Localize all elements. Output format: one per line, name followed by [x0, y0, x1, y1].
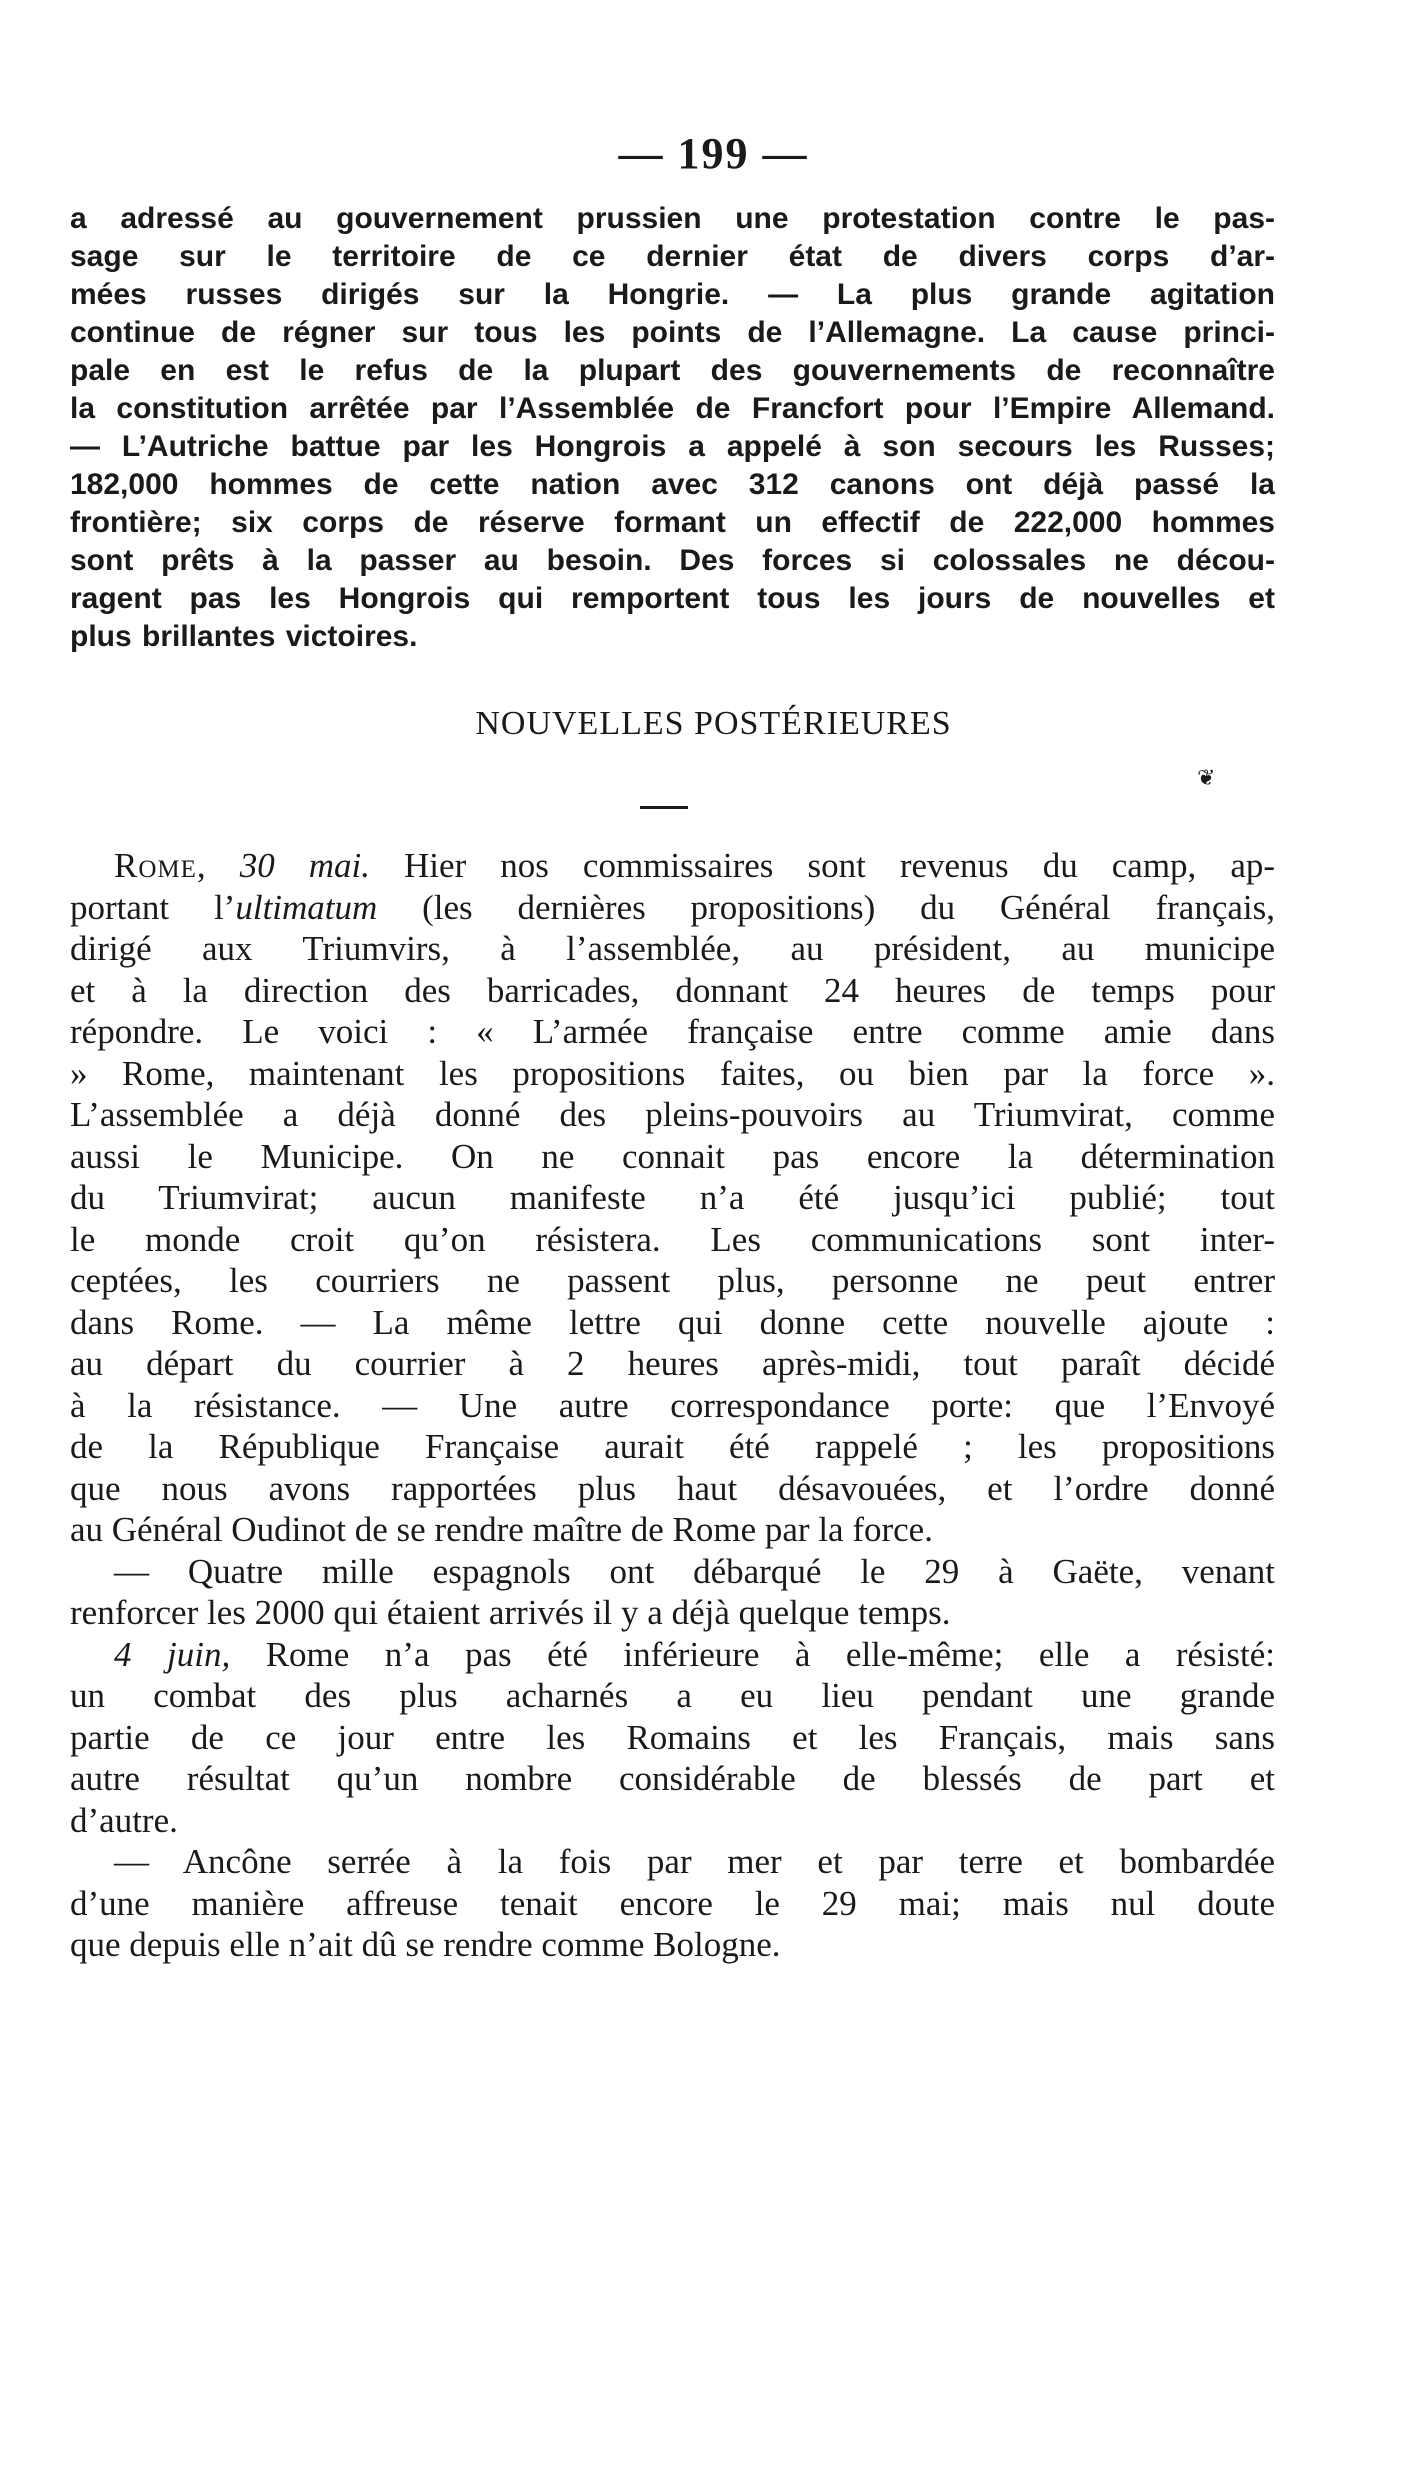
text-line: 182,000 hommes de cette nation avec 312 canons ont déjà passé la [70, 468, 1275, 501]
text-line: que depuis elle n’ait dû se rendre comme Bologne. [70, 1925, 781, 1964]
june-paragraph [70, 1634, 1275, 1842]
text-line: aussi le Municipe. On ne connait pas encore la détermination [70, 1136, 1275, 1176]
text-line: la constitution arrêtée par l’Assemblée de Francfort pour l’Empire Allemand. [70, 392, 1275, 425]
text-line: Rome, 30 mai. Hier nos commissaires sont revenus du camp, ap- [114, 846, 1275, 885]
text-line: plus brillantes victoires. [70, 620, 418, 653]
text-line: au Général Oudinot de se rendre maître de Rome par la force. [70, 1510, 933, 1549]
text-line: et à la direction des barricades, donnant 24 heures de temps pour [70, 970, 1275, 1010]
june-date: 4 juin, [114, 1634, 231, 1674]
ultimatum-term: ultimatum [235, 887, 378, 927]
text-line: mées russes dirigés sur la Hongrie. — La plus grande agitation [70, 278, 1275, 311]
text-line: — L’Autriche battue par les Hongrois a appelé à son secours les Russes; [70, 430, 1275, 463]
text-line: ragent pas les Hongrois qui remportent tous les jours de nouvelles et [70, 582, 1275, 615]
section-rule [640, 806, 688, 809]
text-fragment: (les dernières propositions) du Général français, [377, 887, 1275, 927]
text-line: — Quatre mille espagnols ont débarqué le 29 à Gaëte, venant [114, 1551, 1275, 1591]
section-heading: NOUVELLES POSTÉRIEURES [475, 705, 952, 742]
text-line: — Ancône serrée à la fois par mer et par terre et bombardée [114, 1842, 1275, 1881]
text-line: du Triumvirat; aucun manifeste n’a été jusqu’ici publié; tout [70, 1178, 1275, 1217]
news-summary-paragraph [70, 200, 1275, 656]
text-line: renforcer les 2000 qui étaient arrivés il y a déjà quelque temps. [70, 1593, 951, 1632]
dispatch-lines [70, 928, 1275, 1551]
text-line: ceptées, les courriers ne passent plus, personne ne peut entrer [70, 1261, 1275, 1300]
text-line: un combat des plus acharnés a eu lieu pendant une grande [70, 1676, 1275, 1715]
dispatch-place: Rome [114, 846, 197, 885]
text-line: partie de ce jour entre les Romains et les Français, mais sans [70, 1717, 1275, 1757]
text-line: » Rome, maintenant les propositions faites, ou bien par la force ». [70, 1053, 1275, 1093]
text-line: d’autre. [70, 1800, 178, 1840]
text-line: que nous avons rapportées plus haut désavouées, et l’ordre donné [70, 1468, 1275, 1508]
text-line: dirigé aux Triumvirs, à l’assemblée, au président, au municipe [70, 929, 1275, 968]
dispatch-date: 30 mai. [239, 846, 370, 885]
text-line: au départ du courrier à 2 heures après-midi, tout paraît décidé [70, 1344, 1275, 1383]
text-line: sage sur le territoire de ce dernier état de divers corps d’ar- [70, 240, 1275, 273]
text-line: pale en est le refus de la plupart des gouvernements de reconnaître [70, 354, 1275, 387]
text-fragment: portant l’ [70, 887, 236, 927]
text-line: d’une manière affreuse tenait encore le 29 mai; mais nul doute [70, 1883, 1275, 1923]
text-line: continue de régner sur tous les points de l’Allemagne. La cause princi- [70, 316, 1275, 349]
text-line [70, 1634, 1275, 1676]
dispatch-body [70, 845, 1275, 1966]
text-line: autre résultat qu’un nombre considérable de blessés de part et [70, 1759, 1275, 1798]
rome-dispatch-paragraph [70, 845, 1275, 1551]
text-line: répondre. Le voici : « L’armée française entre comme amie dans [70, 1012, 1275, 1051]
ancona-paragraph [70, 1841, 1275, 1966]
ink-mark: ❦ [1197, 766, 1216, 791]
text-fragment: Rome n’a pas été inférieure à elle-même; elle a résisté: [230, 1634, 1275, 1674]
text-line: le monde croit qu’on résistera. Les communications sont inter- [70, 1219, 1275, 1259]
text-line: dans Rome. — La même lettre qui donne cette nouvelle ajoute : [70, 1302, 1275, 1342]
text-fragment: Hier nos commissaires sont revenus du camp, ap- [370, 846, 1275, 885]
text-line: sont prêts à la passer au besoin. Des forces si colossales ne décou- [70, 544, 1275, 577]
text-line: de la République Française aurait été rappelé ; les propositions [70, 1427, 1275, 1466]
text-line: à la résistance. — Une autre correspondance porte: que l’Envoyé [70, 1385, 1275, 1425]
text-line: frontière; six corps de réserve formant un effectif de 222,000 hommes [70, 506, 1275, 539]
spanish-troops-paragraph [70, 1551, 1275, 1634]
text-line [70, 887, 1275, 929]
june-lines [70, 1675, 1275, 1841]
page-number: — 199 — [618, 129, 809, 178]
text-line: a adressé au gouvernement prussien une protestation contre le pas- [70, 202, 1275, 235]
text-line: L’assemblée a déjà donné des pleins-pouvoirs au Triumvirat, comme [70, 1095, 1275, 1134]
